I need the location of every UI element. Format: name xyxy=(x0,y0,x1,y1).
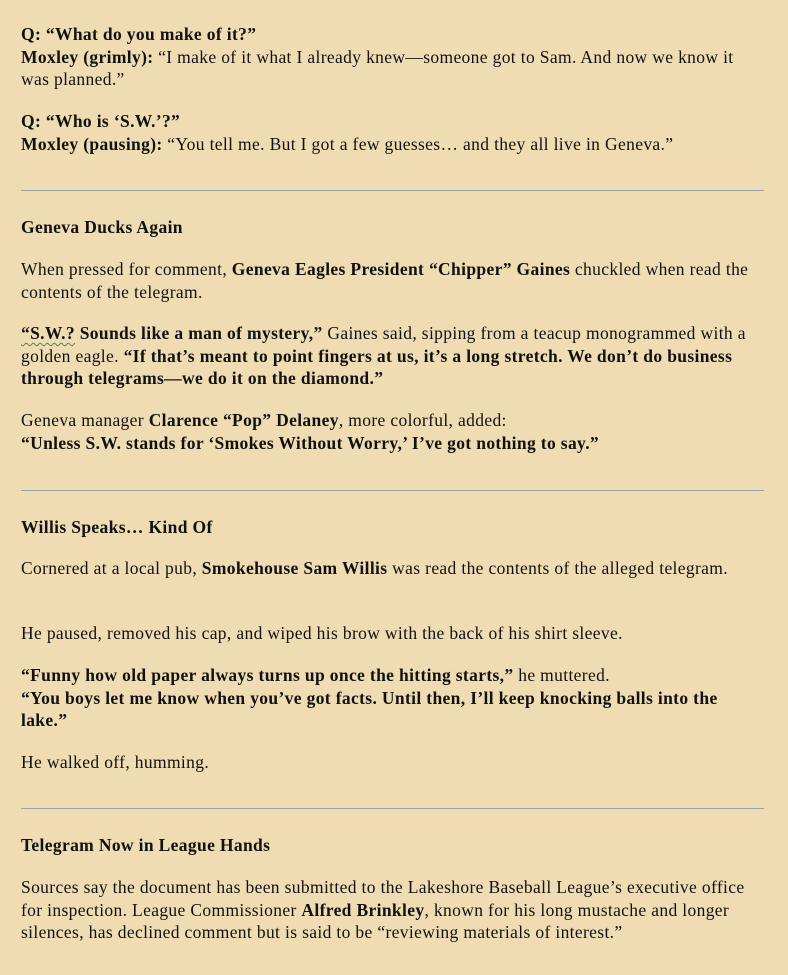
answer-1-speaker: Moxley (grimly): xyxy=(21,46,154,67)
section-1-paragraph-3 xyxy=(21,409,766,454)
answer-1 xyxy=(21,46,766,91)
s2-p3-quote-1: “Funny how old paper always turns up once the hitting starts,” xyxy=(21,665,514,685)
s1-p3-pre: Geneva manager xyxy=(21,410,149,430)
section-3-paragraph-1 xyxy=(21,876,766,944)
s1-p3-bold: Clarence “Pop” Delaney xyxy=(148,410,339,430)
divider-1 xyxy=(21,190,764,191)
s1-p3-quote: “Unless S.W. stands for ‘Smokes Without Worry,’ I’ve got nothing to say.” xyxy=(21,432,600,453)
s3-p1-post: , known for his long mustache and longer silences, has declined comment but is said to be “reviewing materials of interest.” xyxy=(21,899,730,942)
s2-p4-text: He walked off, humming. xyxy=(21,752,210,772)
question-1-text: Q: “What do you make of it?” xyxy=(21,24,257,44)
section-2-paragraph-3 xyxy=(21,664,766,732)
s1-p3-post: , more colorful, added: xyxy=(338,410,507,430)
question-2-text: Q: “Who is ‘S.W.’?” xyxy=(21,111,181,131)
s2-p2-text: He paused, removed his cap, and wiped his brow with the back of his shirt sleeve. xyxy=(21,623,623,643)
s1-p1-post: chuckled when read the contents of the telegram. xyxy=(21,259,749,302)
answer-2 xyxy=(21,133,766,156)
s1-p2-mid: Gaines said, sipping from a teacup monogrammed with a golden eagle. xyxy=(21,323,746,366)
section-2-paragraph-2 xyxy=(21,622,766,645)
s2-p1-pre: Cornered at a local pub, xyxy=(21,558,202,578)
divider-2 xyxy=(21,490,764,491)
answer-2-speaker: Moxley (pausing): xyxy=(21,133,163,154)
s3-p1-bold: Alfred Brinkley xyxy=(301,899,425,920)
s1-p2-quote-2: “If that’s meant to point fingers at us, it’s a long stretch. We don’t do business through telegrams—we do it on the diamond.” xyxy=(21,345,733,388)
s2-p1-post: was read the contents of the alleged telegram. xyxy=(387,558,728,578)
spellcheck-flagged-word: “S.W.? xyxy=(21,323,75,343)
s2-p3-quote-2: “You boys let me know when you’ve got facts. Until then, I’ll keep knocking balls into the lake.” xyxy=(21,687,718,730)
answer-2-text: “You tell me. But I got a few guesses… and they all live in Geneva.” xyxy=(162,133,674,154)
s2-p1-bold: Smokehouse Sam Willis xyxy=(201,558,388,578)
question-1 xyxy=(21,23,766,46)
section-3-heading: Telegram Now in League Hands xyxy=(21,835,271,855)
section-2-paragraph-4 xyxy=(21,751,766,774)
question-2 xyxy=(21,110,766,133)
s3-p1-pre: Sources say the document has been submitted to the Lakeshore Baseball League’s executive office for inspection. League Commissioner xyxy=(21,877,745,920)
section-1-heading: Geneva Ducks Again xyxy=(21,217,183,237)
section-2-paragraph-1 xyxy=(21,557,766,580)
section-2-heading: Willis Speaks… Kind Of xyxy=(21,517,213,537)
qa-block-2 xyxy=(21,110,766,155)
s1-p1-pre: When pressed for comment, xyxy=(21,259,232,279)
s2-p3-post: he muttered. xyxy=(513,665,610,685)
section-1-paragraph-2 xyxy=(21,322,766,390)
qa-block-1 xyxy=(21,23,766,91)
s1-p2-quote-1: Sounds like a man of mystery,” xyxy=(74,323,323,343)
answer-1-text: “I make of it what I already knew—someone got to Sam. And now we know it was planned.” xyxy=(21,46,734,89)
divider-3 xyxy=(21,808,764,809)
s1-p1-bold: Geneva Eagles President “Chipper” Gaines xyxy=(231,259,571,279)
section-1-paragraph-1 xyxy=(21,258,766,303)
